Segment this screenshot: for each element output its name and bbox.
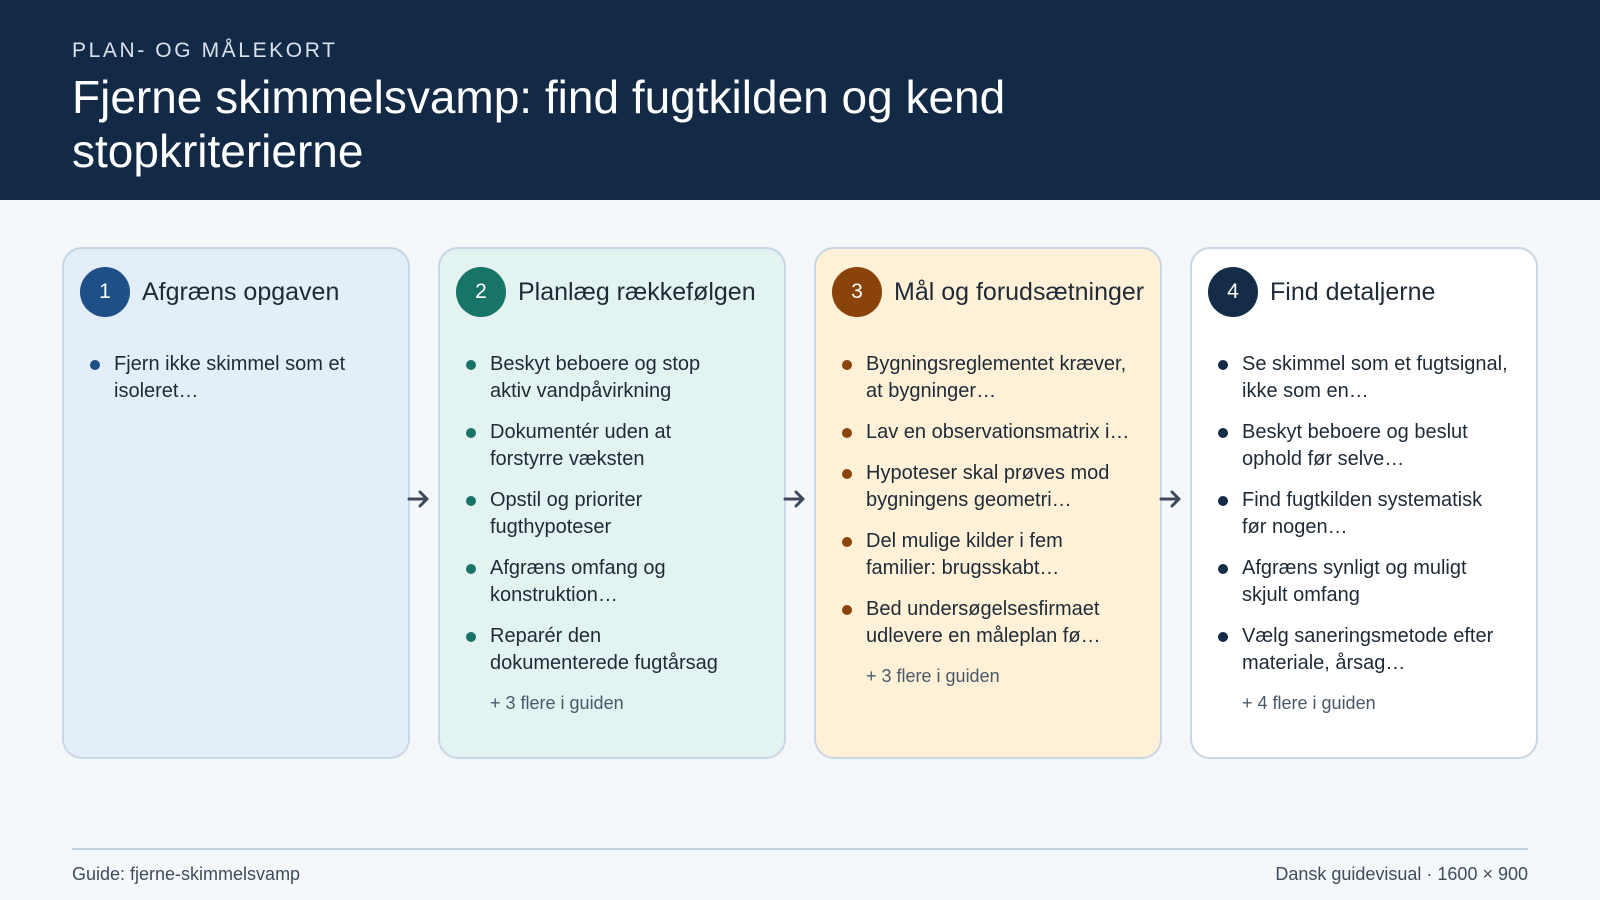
list-item [466, 623, 726, 677]
eyebrow-label: PLAN- OG MÅLEKORT [72, 39, 338, 62]
list-item [842, 351, 1132, 405]
step-item-list [456, 351, 726, 677]
item-text: Bygningsreglementet kræver, at bygninger… [866, 353, 1127, 402]
list-item [842, 460, 1132, 514]
step-title: Planlæg rækkefølgen [518, 277, 756, 306]
list-item [466, 351, 726, 405]
step-card-header [832, 267, 1144, 317]
step-card-header [456, 267, 768, 317]
item-text: Afgræns synligt og muligt skjult omfang [1242, 557, 1467, 606]
bullet-icon [842, 605, 852, 615]
step-card-3 [814, 247, 1162, 759]
item-text: Fjern ikke skimmel som et isoleret… [114, 353, 346, 402]
arrow-right-icon [1157, 485, 1185, 513]
bullet-icon [466, 428, 476, 438]
step-number-badge: 1 [80, 267, 130, 317]
bullet-icon [466, 496, 476, 506]
item-text: Opstil og prioriter fugthypoteser [490, 489, 643, 538]
item-text: Se skimmel som et fugtsignal, ikke som en… [1242, 353, 1508, 402]
list-item [466, 419, 726, 473]
item-text: Lav en observationsmatrix i… [866, 421, 1130, 443]
bullet-icon [842, 469, 852, 479]
arrow-right-icon [405, 485, 433, 513]
more-in-guide-note: + 4 flere i guiden [1242, 693, 1376, 713]
bullet-icon [1218, 564, 1228, 574]
list-item [1218, 351, 1508, 405]
header-banner [0, 0, 1600, 200]
list-item [842, 419, 1132, 446]
step-title: Find detaljerne [1270, 277, 1436, 306]
step-title: Afgræns opgaven [142, 277, 340, 306]
item-text: Afgræns omfang og konstruktion… [490, 557, 666, 606]
bullet-icon [466, 632, 476, 642]
bullet-icon [1218, 428, 1228, 438]
list-item [466, 487, 726, 541]
list-item [1218, 555, 1508, 609]
item-text: Vælg saneringsmetode efter materiale, årsag… [1242, 625, 1494, 674]
footer-guide-slug: Guide: fjerne-skimmelsvamp [72, 864, 301, 884]
item-text: Dokumentér uden at forstyrre væksten [490, 421, 672, 470]
item-text: Bed undersøgelsesfirmaet udlevere en måleplan fø… [866, 598, 1101, 647]
step-card-2 [438, 247, 786, 759]
bullet-icon [466, 564, 476, 574]
step-item-list [1208, 351, 1508, 677]
step-number-badge: 3 [832, 267, 882, 317]
step-card-4 [1190, 247, 1538, 759]
item-text: Find fugtkilden systematisk før nogen… [1242, 489, 1483, 538]
bullet-icon [90, 360, 100, 370]
bullet-icon [1218, 496, 1228, 506]
step-number-badge: 4 [1208, 267, 1258, 317]
list-item [90, 351, 350, 405]
item-text: Reparér den dokumenterede fugtårsag [490, 625, 718, 674]
list-item [466, 555, 726, 609]
step-card-header [80, 267, 392, 317]
more-in-guide-note: + 3 flere i guiden [866, 666, 1000, 686]
step-cards [62, 247, 1538, 759]
bullet-icon [1218, 360, 1228, 370]
footer-caption: Dansk guidevisual · 1600 × 900 [1275, 864, 1528, 884]
arrow-right-icon [781, 485, 809, 513]
item-text: Beskyt beboere og stop aktiv vandpåvirkning [490, 353, 701, 402]
step-card-header [1208, 267, 1520, 317]
list-item [1218, 419, 1508, 473]
footer-divider [72, 848, 1528, 850]
list-item [1218, 623, 1508, 677]
item-text: Beskyt beboere og beslut ophold før selve… [1242, 421, 1468, 470]
bullet-icon [842, 537, 852, 547]
bullet-icon [466, 360, 476, 370]
step-number-badge: 2 [456, 267, 506, 317]
list-item [842, 528, 1132, 582]
item-text: Hypoteser skal prøves mod bygningens geometri… [866, 462, 1110, 511]
step-item-list [832, 351, 1132, 650]
step-card-1 [62, 247, 410, 759]
more-in-guide-note: + 3 flere i guiden [490, 693, 624, 713]
item-text: Del mulige kilder i fem familier: brugsskabt… [866, 530, 1063, 579]
step-item-list [80, 351, 350, 405]
bullet-icon [1218, 632, 1228, 642]
list-item [842, 596, 1132, 650]
bullet-icon [842, 428, 852, 438]
step-title: Mål og forudsætninger [894, 277, 1145, 306]
bullet-icon [842, 360, 852, 370]
page-title: Fjerne skimmelsvamp: find fugtkilden og kend stopkriterierne [72, 71, 1006, 177]
list-item [1218, 487, 1508, 541]
